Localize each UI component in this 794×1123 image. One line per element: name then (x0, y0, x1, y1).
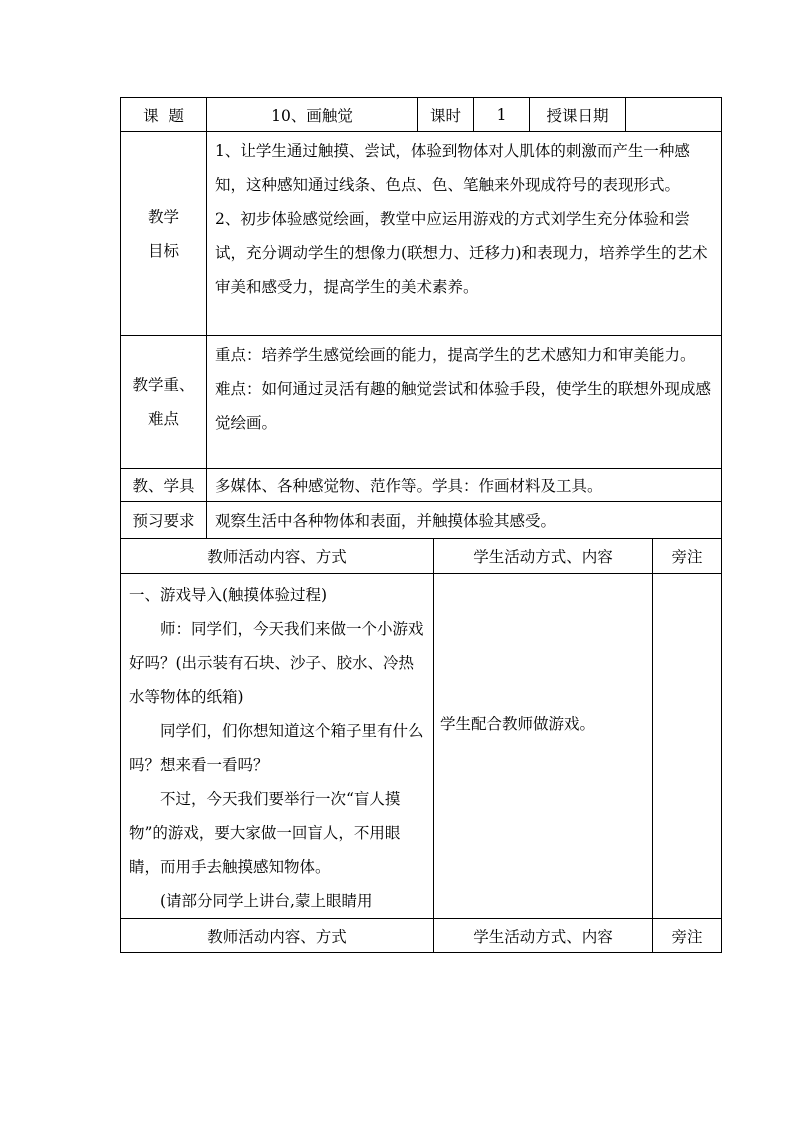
col-header-teacher: 教师活动内容、方式 (121, 539, 434, 574)
tools-value: 多媒体、各种感觉物、范作等。学具：作画材料及工具。 (207, 469, 722, 502)
objective-item-2: 2、初步体验感觉绘画，教堂中应运用游戏的方式刘学生充分体验和尝试，充分调动学生的想像力(联想力、迁移力)和表现力，培养学生的艺术审美和感受力，提高学生的美术素养。 (215, 210, 708, 296)
footer-header-note: 旁注 (653, 919, 722, 953)
key-points-content (207, 336, 722, 469)
objectives-label-line1: 教学 (147, 207, 179, 226)
student-activity-text: 学生配合教师做游戏。 (440, 715, 596, 733)
student-activity-cell (434, 574, 653, 919)
key-point-difficult: 难点：如何通过灵活有趣的触觉尝试和体验手段，使学生的联想外现成感觉绘画。 (215, 380, 712, 432)
note-cell (653, 574, 722, 919)
objectives-content (207, 132, 722, 336)
objectives-label-line2: 目标 (147, 241, 179, 260)
key-points-label (121, 336, 207, 469)
teacher-para-5: (请部分同学上讲台,蒙上眼睛用 (160, 892, 373, 910)
period-value: 1 (474, 98, 530, 132)
teacher-para-2: 师：同学们，今天我们来做一个小游戏好吗？(出示装有石块、沙子、胶水、冷热水等物体的纸箱) (129, 620, 424, 706)
period-label: 课时 (418, 98, 474, 132)
key-points-label-line2: 难点 (147, 410, 179, 428)
key-point-important: 重点：培养学生感觉绘画的能力，提高学生的艺术感知力和审美能力。 (215, 346, 696, 364)
teacher-activity-cell (121, 574, 434, 919)
objective-item-1: 1、让学生通过触摸、尝试，体验到物体对人肌体的刺激而产生一种感知，这种感知通过线条、色点、色、笔触来外现成符号的表现形式。 (215, 142, 690, 194)
footer-header-teacher: 教师活动内容、方式 (121, 919, 434, 953)
preview-value: 观察生活中各种物体和表面，并触摸体验其感受。 (207, 502, 722, 539)
tools-label: 教、学具 (121, 469, 207, 502)
col-header-student: 学生活动方式、内容 (434, 539, 653, 574)
col-header-note: 旁注 (653, 539, 722, 574)
teacher-para-3: 同学们，们你想知道这个箱子里有什么吗？想来看一看吗？ (129, 722, 424, 774)
key-points-label-line1: 教学重、 (132, 376, 195, 394)
date-label: 授课日期 (530, 98, 626, 132)
teacher-para-4: 不过，今天我们要举行一次“盲人摸物”的游戏，要大家做一回盲人，不用眼睛，而用手去触摸感知物体。 (129, 790, 401, 876)
footer-header-student: 学生活动方式、内容 (434, 919, 653, 953)
lesson-info-table (120, 97, 722, 539)
date-value (626, 98, 722, 132)
teacher-para-1: 一、游戏导入(触摸体验过程) (129, 586, 328, 604)
activity-table (120, 538, 722, 953)
topic-label: 课 题 (121, 98, 207, 132)
topic-value: 10、画触觉 (207, 98, 418, 132)
preview-label: 预习要求 (121, 502, 207, 539)
objectives-label (121, 132, 207, 336)
